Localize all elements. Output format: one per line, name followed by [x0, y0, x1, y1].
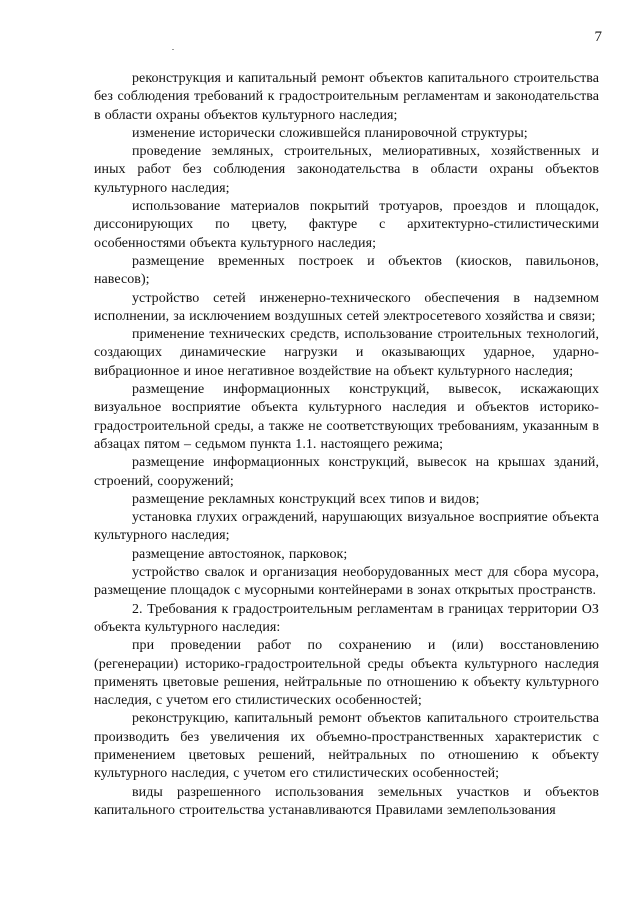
paragraph: размещение информационных конструкций, вывесок на крышах зданий, строений, сооружений;	[94, 455, 599, 489]
paragraph: при проведении работ по сохранению и (или) восстановлению (регенерации) историко-градостроительной среды объекта культурного наследия применять цветовые решения, нейтральные по отношению к объекту культурного наследия, с учетом его стилистических особенностей;	[94, 638, 599, 709]
paragraph: изменение исторически сложившейся планировочной структуры;	[132, 125, 528, 141]
paragraph: размещение временных построек и объектов (киосков, павильонов, навесов);	[94, 253, 599, 288]
paragraph: использование материалов покрытий тротуаров, проездов и площадок, диссонирующих по цвету, фактуре с архитектурно-стилистическими особенностями объекта культурного наследия;	[94, 199, 599, 251]
paragraph: виды разрешенного использования земельных участков и объектов капитального строительства устанавливаются Правилами землепользования	[94, 784, 599, 818]
paragraph: размещение информационных конструкций, вывесок, искажающих визуальное восприятие объекта культурного наследия и объектов историко-градостроительной среды, а также не соответствующих требованиям, указанным в абзацах пятом – седьмом пункта 1.1. настоящего режима;	[94, 382, 599, 452]
page-number: 7	[594, 29, 602, 45]
paragraph: установка глухих ограждений, нарушающих визуальное восприятие объекта культурного наследия;	[94, 510, 599, 544]
scan-speck	[172, 49, 174, 50]
section-heading-paragraph: 2. Требования к градостроительным регламентам в границах территории ОЗ объекта культурного наследия:	[94, 601, 599, 635]
paragraph: размещение автостоянок, парковок;	[132, 546, 348, 562]
document-body	[94, 70, 599, 820]
paragraph: устройство сетей инженерно-технического обеспечения в надземном исполнении, за исключением воздушных сетей электросетевого хозяйства и связи;	[94, 290, 599, 324]
paragraph: размещение рекламных конструкций всех типов и видов;	[132, 491, 480, 507]
paragraph: реконструкцию, капитальный ремонт объектов капитального строительства производить без увеличения их объемно-пространственных характеристик с применением цветовых решений, нейтральных по отношению к объекту культурного наследия, с учетом его стилистических особенностей;	[94, 711, 599, 782]
paragraph: реконструкция и капитальный ремонт объектов капитального строительства без соблюдения требований к градостроительным регламентам и законодательства в области охраны объектов культурного наследия;	[94, 71, 599, 123]
paragraph: проведение земляных, строительных, мелиоративных, хозяйственных и иных работ без соблюдения законодательства в области охраны объектов культурного наследия;	[94, 144, 599, 196]
paragraph: устройство свалок и организация необорудованных мест для сбора мусора, размещение площадок с мусорными контейнерами в зонах открытых пространств.	[94, 565, 599, 599]
paragraph: применение технических средств, использование строительных технологий, создающих динамические нагрузки и оказывающих ударное, ударно-вибрационное и иное негативное воздействие на объект культурного наследия;	[94, 327, 599, 379]
